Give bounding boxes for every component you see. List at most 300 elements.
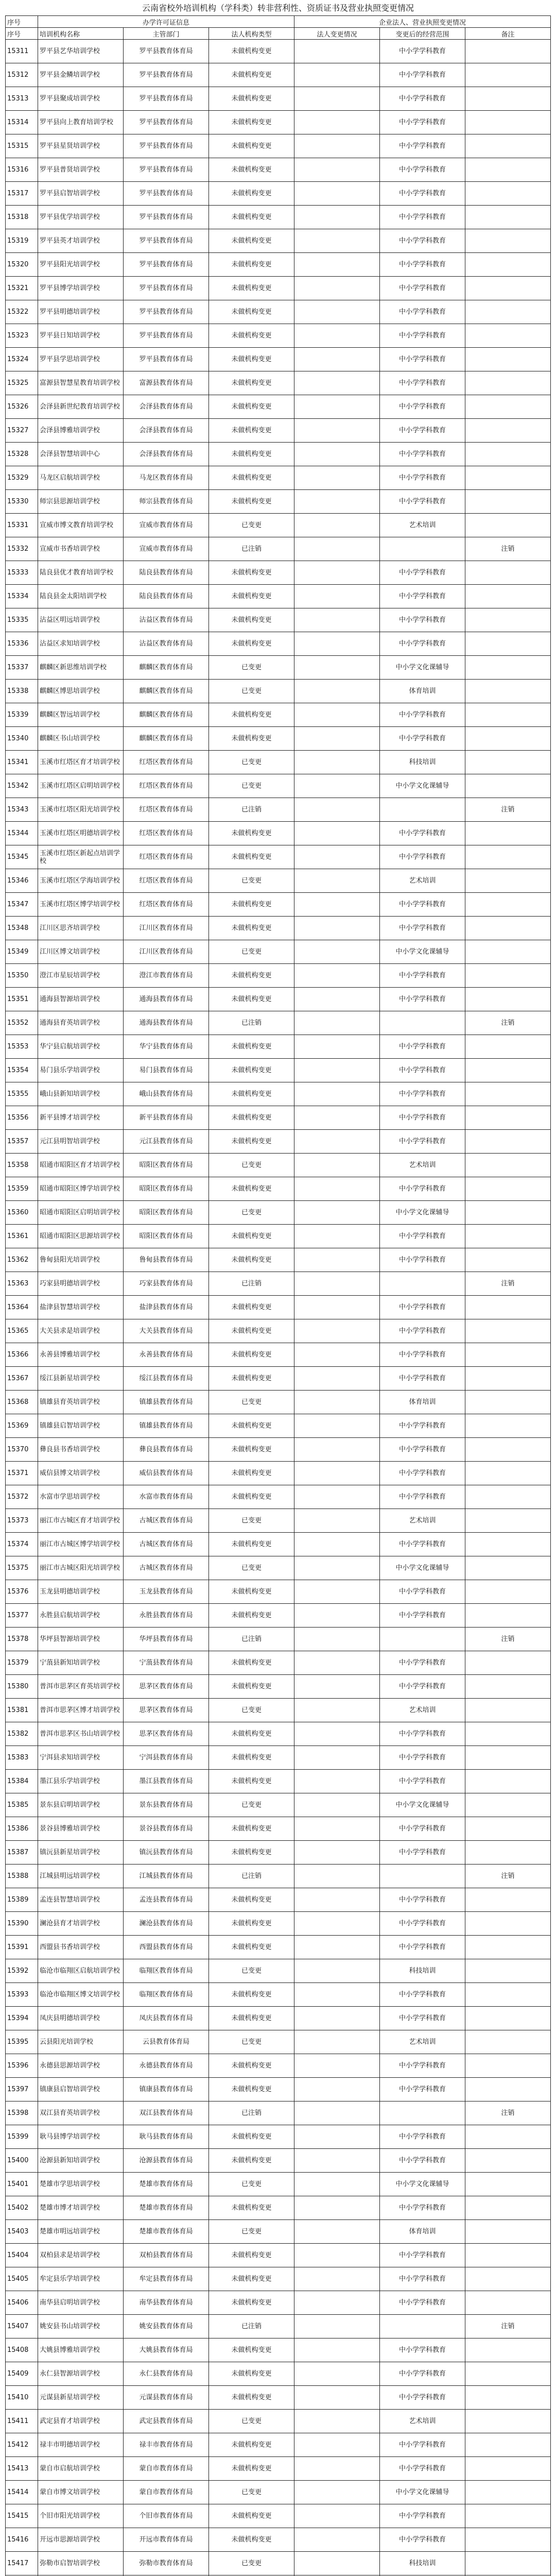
- cell-scope: 艺术培训: [380, 1154, 465, 1177]
- cell-status: [294, 1556, 380, 1580]
- cell-note: [465, 893, 551, 917]
- cell-scope: 中小学学科教育: [380, 2338, 465, 2362]
- cell-name: 镇康县启智培训学校: [38, 2078, 124, 2102]
- header-col-note: 备注: [465, 28, 551, 40]
- cell-number: 15365: [6, 1319, 38, 1343]
- cell-note: [465, 1177, 551, 1201]
- cell-dept: 绥江县教育体育局: [124, 1367, 209, 1391]
- cell-scope: 中小学学科教育: [380, 2125, 465, 2149]
- cell-dept: 宁洱县教育体育局: [124, 1746, 209, 1770]
- cell-number: 15341: [6, 751, 38, 774]
- cell-status: [294, 1509, 380, 1533]
- cell-scope: 体育培训: [380, 1391, 465, 1414]
- cell-number: 15358: [6, 1154, 38, 1177]
- cell-type: 未做机构变更: [209, 324, 294, 348]
- cell-name: 蒙自市启航培训学校: [38, 2457, 124, 2481]
- cell-status: [294, 1888, 380, 1912]
- cell-scope: 中小学学科教育: [380, 964, 465, 988]
- cell-status: [294, 2244, 380, 2267]
- cell-status: [294, 1722, 380, 1746]
- cell-note: [465, 1888, 551, 1912]
- cell-scope: 艺术培训: [380, 1509, 465, 1533]
- cell-name: 大姚县博雅培训学校: [38, 2338, 124, 2362]
- header-business-group: 企业法人、营业执照变更情况: [294, 16, 551, 28]
- cell-note: [465, 395, 551, 419]
- cell-status: [294, 1130, 380, 1154]
- cell-type: 未做机构变更: [209, 1059, 294, 1082]
- cell-scope: 艺术培训: [380, 514, 465, 537]
- cell-number: 15326: [6, 395, 38, 419]
- cell-scope: 中小学学科教育: [380, 1770, 465, 1793]
- cell-status: [294, 1983, 380, 2007]
- cell-dept: 通海县教育体育局: [124, 1011, 209, 1035]
- table-row: [6, 1936, 551, 1959]
- cell-number: 15366: [6, 1343, 38, 1367]
- cell-type: 未做机构变更: [209, 2054, 294, 2078]
- cell-status: [294, 2315, 380, 2338]
- cell-name: 罗平县金鳞培训学校: [38, 63, 124, 87]
- cell-status: [294, 822, 380, 845]
- cell-scope: 中小学学科教育: [380, 1817, 465, 1841]
- cell-status: [294, 940, 380, 964]
- cell-name: 罗平县聚成培训学校: [38, 87, 124, 111]
- cell-dept: 华宁县教育体育局: [124, 1035, 209, 1059]
- cell-dept: 古城区教育体育局: [124, 1509, 209, 1533]
- cell-dept: 开远市教育体育局: [124, 2528, 209, 2552]
- cell-name: 玉溪市红塔区新起点培训学校: [38, 845, 124, 869]
- cell-dept: 永德县教育体育局: [124, 2054, 209, 2078]
- cell-scope: 中小学学科教育: [380, 988, 465, 1011]
- cell-number: 15364: [6, 1296, 38, 1319]
- cell-status: [294, 395, 380, 419]
- cell-type: 已注销: [209, 1865, 294, 1888]
- cell-dept: 红塔区教育体育局: [124, 893, 209, 917]
- cell-name: 陆良县金太阳培训学校: [38, 585, 124, 608]
- cell-scope: 中小学文化课辅导: [380, 774, 465, 798]
- cell-scope: [380, 1011, 465, 1035]
- cell-note: [465, 2528, 551, 2552]
- cell-status: [294, 2481, 380, 2504]
- cell-name: 西盟县书香培训学校: [38, 1936, 124, 1959]
- cell-number: 15335: [6, 608, 38, 632]
- cell-note: [465, 1319, 551, 1343]
- cell-number: 15336: [6, 632, 38, 656]
- table-row: [6, 2481, 551, 2504]
- cell-status: [294, 158, 380, 182]
- cell-name: 孟连县智慧培训学校: [38, 1888, 124, 1912]
- cell-dept: 元江县教育体育局: [124, 1130, 209, 1154]
- cell-name: 罗平县普贤培训学校: [38, 158, 124, 182]
- cell-name: 开远市思源培训学校: [38, 2528, 124, 2552]
- cell-number: 15406: [6, 2291, 38, 2315]
- cell-type: 未做机构变更: [209, 1367, 294, 1391]
- cell-note: [465, 1438, 551, 1462]
- cell-dept: 思茅区教育体育局: [124, 1722, 209, 1746]
- cell-type: 未做机构变更: [209, 1722, 294, 1746]
- cell-note: [465, 1391, 551, 1414]
- cell-number: 15317: [6, 182, 38, 206]
- cell-number: 15359: [6, 1177, 38, 1201]
- cell-name: 武定县育才培训学校: [38, 2410, 124, 2433]
- cell-type: 已变更: [209, 1201, 294, 1225]
- cell-note: [465, 1462, 551, 1485]
- cell-name: 永仁县智源培训学校: [38, 2362, 124, 2386]
- cell-note: [465, 2504, 551, 2528]
- cell-dept: 景东县教育体育局: [124, 1793, 209, 1817]
- cell-type: 未做机构变更: [209, 1604, 294, 1628]
- cell-scope: 中小学学科教育: [380, 1841, 465, 1865]
- cell-name: 沾益区求知培训学校: [38, 632, 124, 656]
- table-row: [6, 2054, 551, 2078]
- cell-note: [465, 1130, 551, 1154]
- cell-note: [465, 419, 551, 443]
- cell-number: 15409: [6, 2362, 38, 2386]
- table-row: [6, 514, 551, 537]
- cell-number: 15315: [6, 134, 38, 158]
- table-row: [6, 1248, 551, 1272]
- cell-note: [465, 490, 551, 514]
- cell-status: [294, 2410, 380, 2433]
- cell-number: 15324: [6, 348, 38, 371]
- cell-status: [294, 1414, 380, 1438]
- cell-status: [294, 1651, 380, 1675]
- cell-dept: 宣威市教育体育局: [124, 514, 209, 537]
- cell-dept: 水富市教育体育局: [124, 1485, 209, 1509]
- cell-type: 未做机构变更: [209, 1841, 294, 1865]
- cell-scope: 中小学学科教育: [380, 917, 465, 940]
- cell-type: 已变更: [209, 2220, 294, 2244]
- cell-note: [465, 1983, 551, 2007]
- table-row: [6, 1509, 551, 1533]
- cell-type: 未做机构变更: [209, 2528, 294, 2552]
- cell-name: 通海县育英培训学校: [38, 1011, 124, 1035]
- cell-status: [294, 703, 380, 727]
- cell-name: 峨山县新知培训学校: [38, 1082, 124, 1106]
- cell-type: 未做机构变更: [209, 1319, 294, 1343]
- cell-dept: 罗平县教育体育局: [124, 63, 209, 87]
- cell-scope: 中小学学科教育: [380, 2457, 465, 2481]
- cell-note: [465, 87, 551, 111]
- cell-number: 15316: [6, 158, 38, 182]
- cell-type: 已变更: [209, 2481, 294, 2504]
- cell-dept: 昭阳区教育体育局: [124, 1225, 209, 1248]
- cell-number: 15314: [6, 111, 38, 134]
- table-row: [6, 2433, 551, 2457]
- cell-note: [465, 206, 551, 229]
- cell-scope: 中小学学科教育: [380, 1177, 465, 1201]
- cell-dept: 麒麟区教育体育局: [124, 656, 209, 680]
- cell-note: [465, 466, 551, 490]
- cell-note: [465, 2173, 551, 2196]
- cell-note: [465, 1509, 551, 1533]
- header-group-row: [6, 16, 551, 28]
- cell-name: 玉溪市红塔区育才培训学校: [38, 751, 124, 774]
- cell-type: 未做机构变更: [209, 2244, 294, 2267]
- cell-number: 15414: [6, 2481, 38, 2504]
- cell-status: [294, 1699, 380, 1722]
- cell-type: 未做机构变更: [209, 134, 294, 158]
- cell-name: 墨江县乐学培训学校: [38, 1770, 124, 1793]
- cell-number: 15386: [6, 1817, 38, 1841]
- cell-note: [465, 988, 551, 1011]
- cell-name: 元谋县新星培训学校: [38, 2386, 124, 2410]
- cell-dept: 澜沧县教育体育局: [124, 1912, 209, 1936]
- table-row: [6, 1272, 551, 1296]
- cell-note: [465, 1343, 551, 1367]
- table-row: [6, 2457, 551, 2481]
- cell-scope: 中小学学科教育: [380, 466, 465, 490]
- cell-status: [294, 2338, 380, 2362]
- cell-name: 大关县求是培训学校: [38, 1319, 124, 1343]
- cell-number: 15375: [6, 1556, 38, 1580]
- cell-name: 师宗县思源培训学校: [38, 490, 124, 514]
- cell-note: 注销: [465, 2102, 551, 2125]
- cell-scope: [380, 537, 465, 561]
- cell-scope: 科技培训: [380, 2552, 465, 2575]
- cell-type: 未做机构变更: [209, 608, 294, 632]
- cell-note: [465, 727, 551, 751]
- table-row: [6, 40, 551, 63]
- cell-type: 已变更: [209, 2173, 294, 2196]
- cell-type: 未做机构变更: [209, 395, 294, 419]
- cell-number: 15343: [6, 798, 38, 822]
- cell-scope: 中小学文化课辅导: [380, 1793, 465, 1817]
- cell-number: 15413: [6, 2457, 38, 2481]
- cell-status: [294, 585, 380, 608]
- cell-scope: 中小学学科教育: [380, 158, 465, 182]
- cell-dept: 威信县教育体育局: [124, 1462, 209, 1485]
- cell-note: [465, 1248, 551, 1272]
- table-row: [6, 1414, 551, 1438]
- cell-type: 未做机构变更: [209, 300, 294, 324]
- cell-note: [465, 608, 551, 632]
- cell-scope: [380, 1865, 465, 1888]
- cell-name: 双柏县求是培训学校: [38, 2244, 124, 2267]
- table-row: [6, 2196, 551, 2220]
- cell-dept: 澄江市教育体育局: [124, 964, 209, 988]
- cell-scope: 中小学学科教育: [380, 2054, 465, 2078]
- cell-scope: 中小学学科教育: [380, 1225, 465, 1248]
- cell-status: [294, 490, 380, 514]
- cell-type: 未做机构变更: [209, 1770, 294, 1793]
- cell-status: [294, 1319, 380, 1343]
- cell-note: [465, 632, 551, 656]
- cell-name: 罗平县博学培训学校: [38, 277, 124, 300]
- cell-scope: 中小学学科教育: [380, 1722, 465, 1746]
- table-row: [6, 2362, 551, 2386]
- cell-type: 已注销: [209, 1628, 294, 1651]
- cell-name: 江城县明远培训学校: [38, 1865, 124, 1888]
- cell-scope: 中小学学科教育: [380, 1983, 465, 2007]
- cell-type: 已变更: [209, 940, 294, 964]
- cell-number: 15387: [6, 1841, 38, 1865]
- cell-note: [465, 229, 551, 253]
- cell-type: 已变更: [209, 1509, 294, 1533]
- cell-type: 未做机构变更: [209, 111, 294, 134]
- cell-number: 15318: [6, 206, 38, 229]
- cell-status: [294, 537, 380, 561]
- table-row: [6, 561, 551, 585]
- cell-name: 普洱市思茅区育英培训学校: [38, 1675, 124, 1699]
- table-row: [6, 1319, 551, 1343]
- cell-name: 罗平县启智培训学校: [38, 182, 124, 206]
- table-row: [6, 1082, 551, 1106]
- table-row: [6, 1722, 551, 1746]
- cell-scope: 中小学学科教育: [380, 1035, 465, 1059]
- cell-status: [294, 869, 380, 893]
- table-row: [6, 277, 551, 300]
- cell-name: 玉溪市红塔区阳光培训学校: [38, 798, 124, 822]
- cell-scope: 中小学学科教育: [380, 2528, 465, 2552]
- cell-status: [294, 348, 380, 371]
- cell-dept: 永胜县教育体育局: [124, 1604, 209, 1628]
- cell-status: [294, 1367, 380, 1391]
- cell-note: [465, 1154, 551, 1177]
- table-row: [6, 1865, 551, 1888]
- cell-name: 罗平县星贤培训学校: [38, 134, 124, 158]
- table-row: [6, 822, 551, 845]
- table-row: [6, 1296, 551, 1319]
- cell-note: [465, 2291, 551, 2315]
- cell-number: 15405: [6, 2267, 38, 2291]
- cell-name: 丽江市古城区育才培训学校: [38, 1509, 124, 1533]
- cell-status: [294, 1604, 380, 1628]
- table-row: [6, 2552, 551, 2575]
- cell-note: 注销: [465, 1011, 551, 1035]
- cell-note: 注销: [465, 2315, 551, 2338]
- cell-status: [294, 371, 380, 395]
- cell-scope: 中小学学科教育: [380, 1604, 465, 1628]
- cell-number: 15350: [6, 964, 38, 988]
- table-row: [6, 1533, 551, 1556]
- cell-name: 罗平县英才培训学校: [38, 229, 124, 253]
- cell-scope: 中小学学科教育: [380, 277, 465, 300]
- cell-note: [465, 348, 551, 371]
- cell-note: [465, 917, 551, 940]
- cell-type: 未做机构变更: [209, 1580, 294, 1604]
- cell-dept: 江川区教育体育局: [124, 917, 209, 940]
- cell-note: [465, 2267, 551, 2291]
- cell-number: 15349: [6, 940, 38, 964]
- cell-status: [294, 1841, 380, 1865]
- cell-dept: 红塔区教育体育局: [124, 822, 209, 845]
- cell-dept: 武定县教育体育局: [124, 2410, 209, 2433]
- cell-dept: 峨山县教育体育局: [124, 1082, 209, 1106]
- cell-number: 15342: [6, 774, 38, 798]
- cell-scope: 中小学文化课辅导: [380, 2173, 465, 2196]
- cell-name: 盐津县智慧培训学校: [38, 1296, 124, 1319]
- cell-note: [465, 1912, 551, 1936]
- cell-type: 未做机构变更: [209, 1106, 294, 1130]
- cell-dept: 蒙自市教育体育局: [124, 2481, 209, 2504]
- cell-name: 云县阳光培训学校: [38, 2030, 124, 2054]
- cell-name: 麒麟区智远培训学校: [38, 703, 124, 727]
- cell-number: 15362: [6, 1248, 38, 1272]
- cell-note: [465, 1770, 551, 1793]
- cell-note: [465, 253, 551, 277]
- cell-number: 15399: [6, 2125, 38, 2149]
- cell-status: [294, 40, 380, 63]
- cell-dept: 沾益区教育体育局: [124, 632, 209, 656]
- cell-type: 未做机构变更: [209, 466, 294, 490]
- cell-name: 澜沧县育才培训学校: [38, 1912, 124, 1936]
- cell-number: 15319: [6, 229, 38, 253]
- cell-status: [294, 253, 380, 277]
- cell-type: 已变更: [209, 1793, 294, 1817]
- cell-scope: 中小学学科教育: [380, 2362, 465, 2386]
- cell-type: 未做机构变更: [209, 893, 294, 917]
- cell-type: 未做机构变更: [209, 1082, 294, 1106]
- cell-dept: 红塔区教育体育局: [124, 751, 209, 774]
- cell-status: [294, 1793, 380, 1817]
- cell-number: 15323: [6, 324, 38, 348]
- cell-name: 姚安县书山培训学校: [38, 2315, 124, 2338]
- cell-note: [465, 2125, 551, 2149]
- cell-scope: 艺术培训: [380, 869, 465, 893]
- table-row: [6, 1770, 551, 1793]
- cell-number: 15391: [6, 1936, 38, 1959]
- cell-scope: 体育培训: [380, 680, 465, 703]
- table-row: [6, 940, 551, 964]
- table-row: [6, 2410, 551, 2433]
- cell-type: 未做机构变更: [209, 443, 294, 466]
- cell-scope: [380, 798, 465, 822]
- table-row: [6, 182, 551, 206]
- table-row: [6, 2102, 551, 2125]
- cell-dept: 楚雄市教育体育局: [124, 2196, 209, 2220]
- table-row: [6, 134, 551, 158]
- cell-type: 未做机构变更: [209, 206, 294, 229]
- table-row: [6, 443, 551, 466]
- cell-scope: 中小学学科教育: [380, 1248, 465, 1272]
- cell-dept: 永仁县教育体育局: [124, 2362, 209, 2386]
- cell-dept: 新平县教育体育局: [124, 1106, 209, 1130]
- cell-type: 未做机构变更: [209, 277, 294, 300]
- cell-name: 富源县智慧星教育培训学校: [38, 371, 124, 395]
- cell-scope: 中小学学科教育: [380, 253, 465, 277]
- table-row: [6, 680, 551, 703]
- cell-note: [465, 1556, 551, 1580]
- cell-type: 已注销: [209, 537, 294, 561]
- cell-number: 15390: [6, 1912, 38, 1936]
- cell-note: [465, 1035, 551, 1059]
- cell-scope: 艺术培训: [380, 1699, 465, 1722]
- cell-number: 15384: [6, 1770, 38, 1793]
- cell-status: [294, 893, 380, 917]
- cell-type: 未做机构变更: [209, 253, 294, 277]
- cell-dept: 罗平县教育体育局: [124, 300, 209, 324]
- table-row: [6, 1841, 551, 1865]
- cell-scope: 中小学学科教育: [380, 703, 465, 727]
- cell-type: 未做机构变更: [209, 632, 294, 656]
- table-row: [6, 869, 551, 893]
- cell-number: 15351: [6, 988, 38, 1011]
- header-col-type: 法人机构类型: [209, 28, 294, 40]
- cell-number: 15415: [6, 2504, 38, 2528]
- cell-scope: 中小学文化课辅导: [380, 2481, 465, 2504]
- cell-name: 镇雄县启智培训学校: [38, 1414, 124, 1438]
- cell-scope: 中小学学科教育: [380, 1675, 465, 1699]
- cell-scope: 中小学学科教育: [380, 1106, 465, 1130]
- cell-name: 玉溪市红塔区博学培训学校: [38, 893, 124, 917]
- cell-scope: 中小学文化课辅导: [380, 1556, 465, 1580]
- cell-type: 未做机构变更: [209, 964, 294, 988]
- table-row: [6, 1983, 551, 2007]
- cell-dept: 罗平县教育体育局: [124, 111, 209, 134]
- cell-status: [294, 63, 380, 87]
- cell-dept: 罗平县教育体育局: [124, 229, 209, 253]
- cell-scope: 中小学文化课辅导: [380, 940, 465, 964]
